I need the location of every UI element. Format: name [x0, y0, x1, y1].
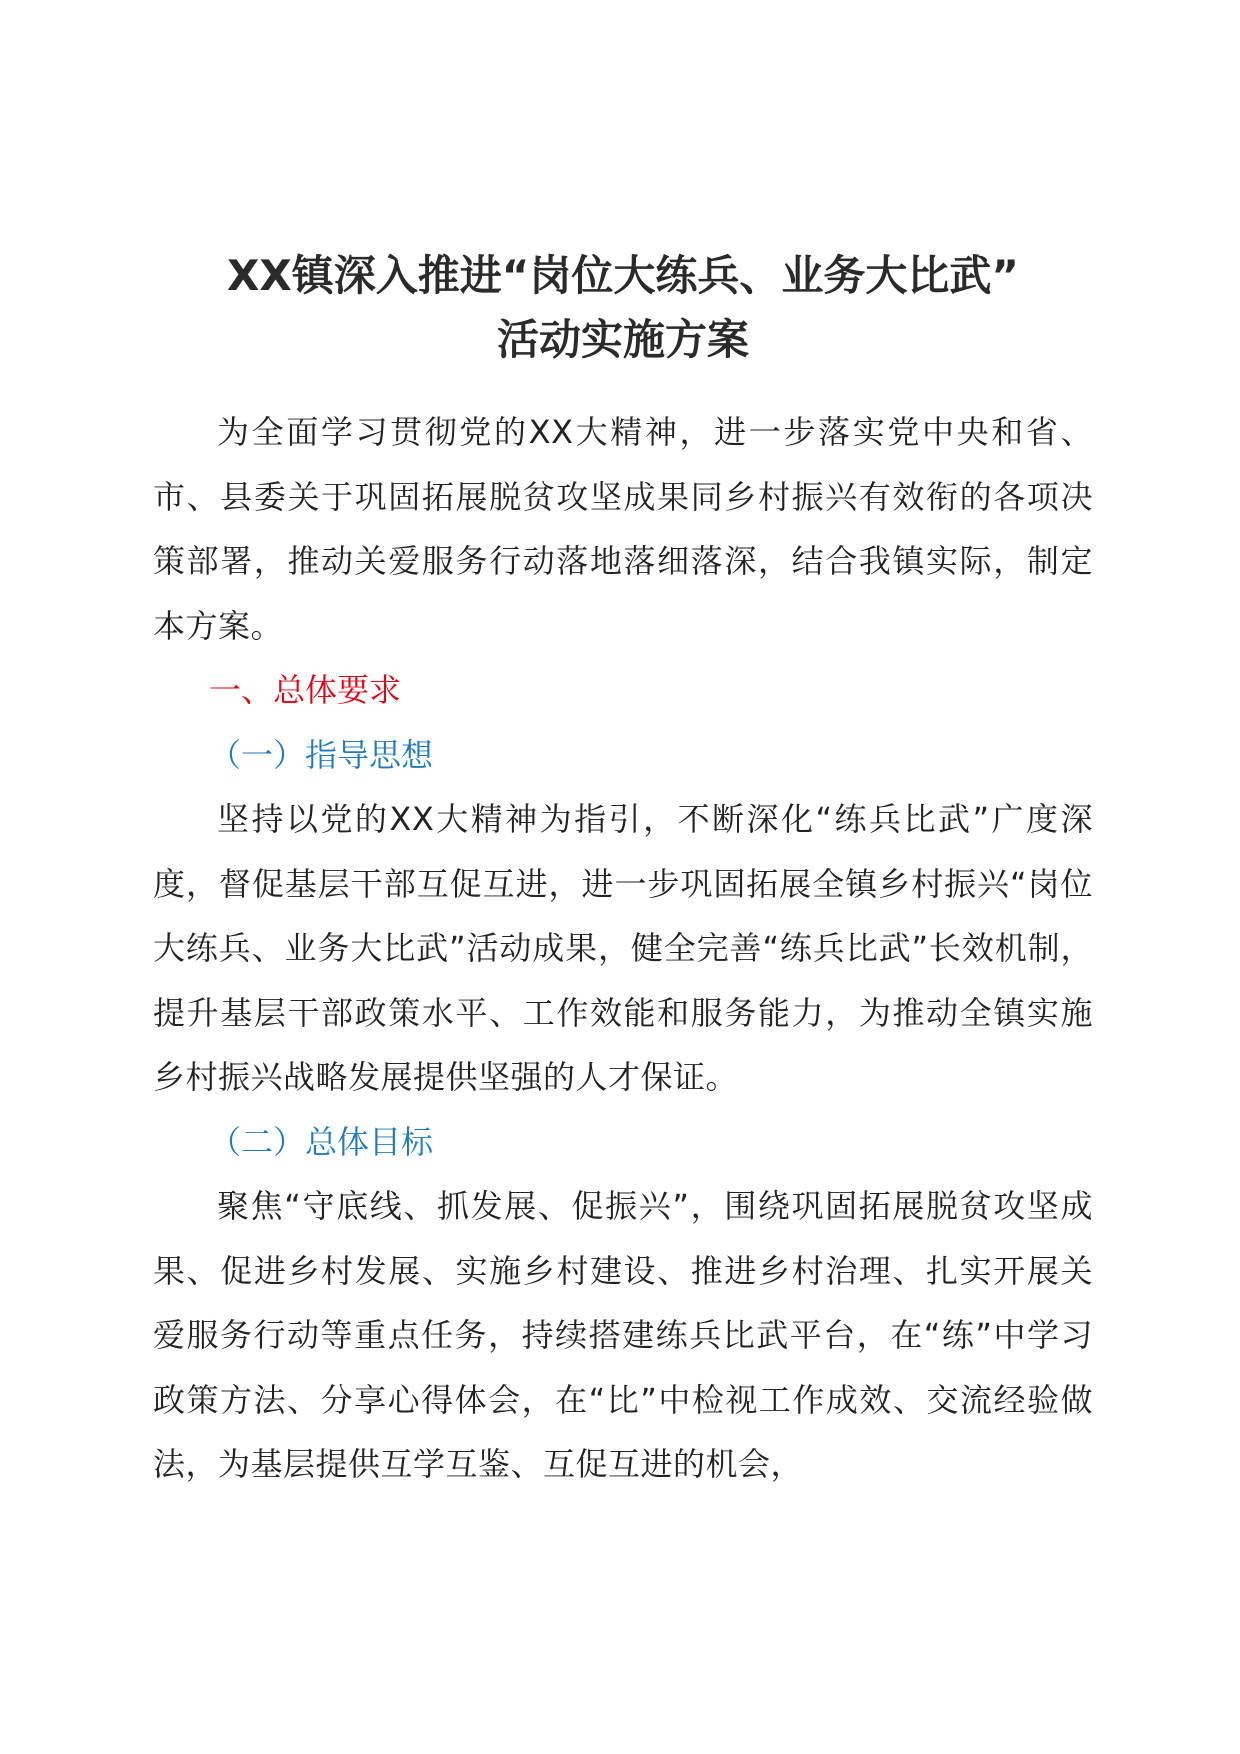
overall-goal-paragraph: 聚焦“守底线、抓发展、促振兴”，围绕巩固拓展脱贫攻坚成果、促进乡村发展、实施乡村建设、推进乡村治理、扎实开展关爱服务行动等重点任务，持续搭建练兵比武平台，在“练”中学习政策方法、分享心得体会，在“比”中检视工作成效、交流经验做法，为基层提供互学互鉴、互促互进的机会，: [153, 1187, 1093, 1483]
subsection-heading-guiding-thought: （一）指导思想: [209, 735, 434, 774]
intro-paragraph: 为全面学习贯彻党的XX大精神，进一步落实党中央和省、市、县委关于巩固拓展脱贫攻坚成果同乡村振兴有效衔的各项决策部署，推动关爱服务行动落地落细落深，结合我镇实际，制定本方案。: [153, 413, 1093, 645]
guiding-thought-paragraph: 坚持以党的XX大精神为指引，不断深化“练兵比武”广度深度，督促基层干部互促互进，进一步巩固拓展全镇乡村振兴“岗位大练兵、业务大比武”活动成果，健全完善“练兵比武”长效机制，提升基层干部政策水平、工作效能和服务能力，为推动全镇实施乡村振兴战略发展提供坚强的人才保证。: [153, 800, 1093, 1096]
title-line-1: XX镇深入推进“岗位大练兵、业务大比武”: [227, 251, 1019, 300]
section-heading-general-requirements: 一、总体要求: [209, 671, 402, 709]
document-content: [153, 244, 1093, 1497]
title-line-2: 活动实施方案: [496, 315, 749, 364]
subsection-heading-overall-goal: （二）总体目标: [209, 1122, 434, 1161]
document-title: [153, 244, 1093, 372]
